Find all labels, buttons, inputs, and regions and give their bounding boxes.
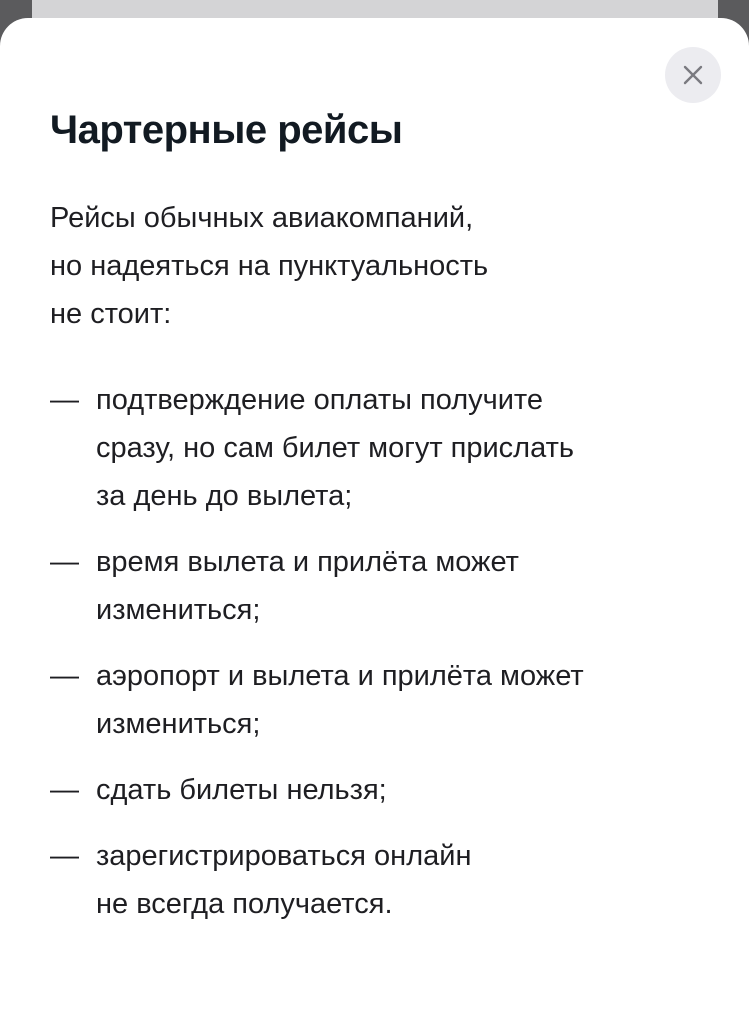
intro-text [50, 194, 690, 338]
close-icon [682, 64, 704, 86]
list-item [50, 766, 710, 814]
conditions-list [50, 376, 710, 946]
list-item-text [96, 766, 387, 814]
list-item [50, 652, 710, 748]
list-dash: — [50, 546, 79, 578]
list-item-line: время вылета и прилёта может [96, 546, 519, 578]
list-item-text [96, 652, 584, 748]
list-item [50, 832, 710, 928]
list-dash: — [50, 774, 79, 806]
list-item-line: сразу, но сам билет могут прислать [96, 432, 574, 464]
list-item-line: измениться; [96, 594, 261, 626]
intro-line: не стоит: [50, 298, 172, 330]
list-dash: — [50, 840, 79, 872]
list-item-text [96, 832, 471, 928]
list-item-text [96, 538, 519, 634]
list-dash: — [50, 660, 79, 692]
list-item-line: за день до вылета; [96, 480, 353, 512]
list-item-line: аэропорт и вылета и прилёта может [96, 660, 584, 692]
list-item-line: сдать билеты нельзя; [96, 774, 387, 806]
list-item-text [96, 376, 574, 520]
list-item [50, 376, 710, 520]
list-item-line: не всегда получается. [96, 888, 393, 920]
close-button[interactable] [665, 47, 721, 103]
bottom-sheet [0, 18, 749, 1018]
list-item-line: зарегистрироваться онлайн [96, 840, 472, 872]
list-item [50, 538, 710, 634]
list-item-line: измениться; [96, 708, 261, 740]
list-dash: — [50, 384, 79, 416]
intro-line: Рейсы обычных авиакомпаний, [50, 202, 474, 234]
list-item-line: подтверждение оплаты получите [96, 384, 544, 416]
intro-line: но надеяться на пунктуальность [50, 250, 489, 282]
sheet-title: Чартерные рейсы [50, 108, 403, 152]
